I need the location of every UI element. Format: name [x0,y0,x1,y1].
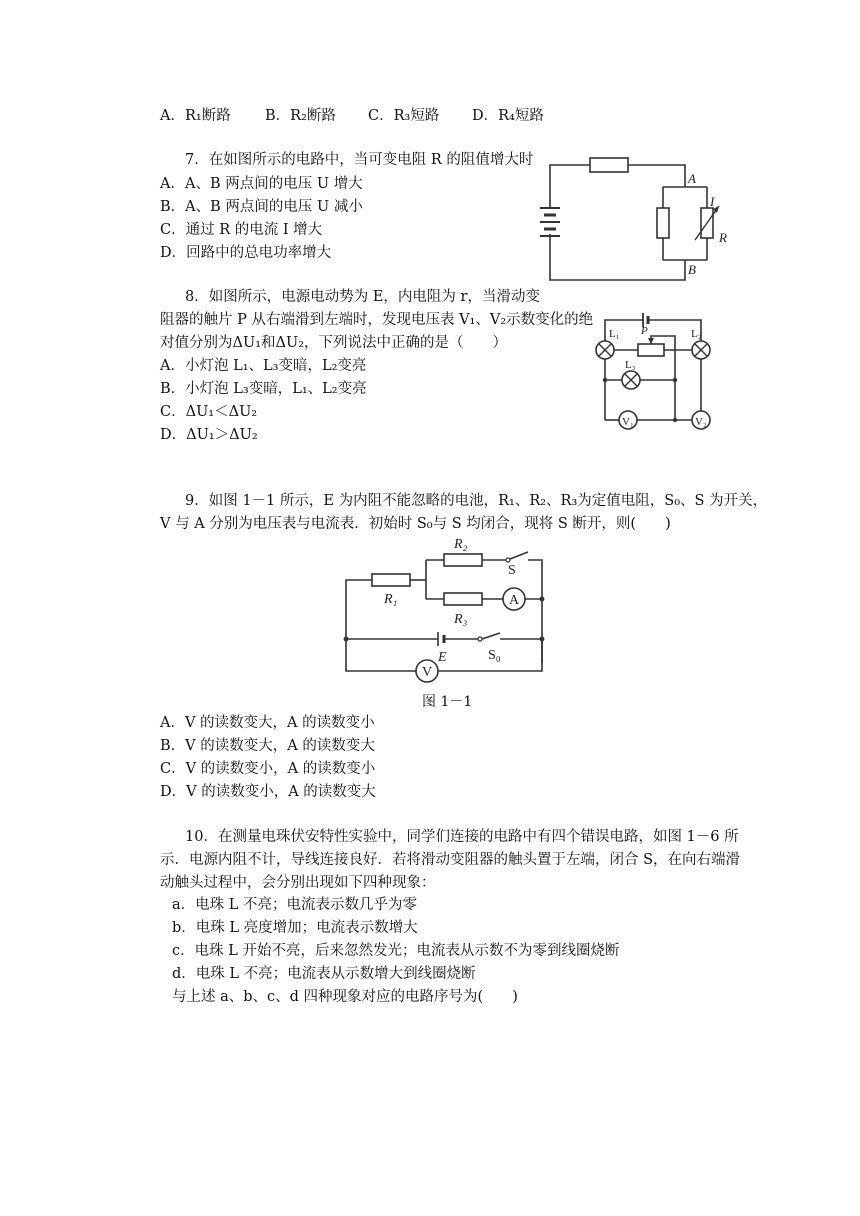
q10-stem-line3: 动触头过程中，会分别出现如下四种现象： [160,875,436,891]
q8-label-p: P [641,325,648,337]
q9-switch-s [510,552,528,559]
q9-stem-line1: 9．如图 1－1 所示，E 为内阻不能忽略的电池，R₁、R₂、R₃为定值电阻，S₀、S 为开关， [185,493,768,509]
q6-option-a: A．R₁断路 [160,108,231,124]
q9-label-r1: R₁ [384,592,398,607]
q7-option-a: A．A、B 两点间的电压 U 增大 [160,176,363,192]
q7-circuit-diagram [535,150,735,285]
q9-label-v: V [422,665,433,680]
q8-voltmeter-v1-icon [619,411,637,429]
q7-stem: 7．在如图所示的电路中，当可变电阻 R 的阻值增大时 [185,152,534,168]
q7-label-b: B [688,262,696,277]
q7-battery-icon [540,208,560,236]
q8-lamp-l3-icon [622,371,640,389]
q8-stem-line2: 阻器的触片 P 从右端滑到左端时，发现电压表 V₁、V₂示数变化的绝 [160,312,594,328]
q9-option-c: C．V 的读数变小，A 的读数变小 [160,761,376,777]
q8-label-v1: V₁ [622,416,634,428]
q9-label-a: A [509,593,520,608]
q9-stem-line2: V 与 A 分别为电压表与电流表．初始时 S₀与 S 均闭合，现将 S 断开，则( ) [160,516,671,532]
q8-lamp-l1-icon [596,341,614,359]
q8-lamp-l2-icon [692,341,710,359]
q9-voltmeter-icon [416,660,438,682]
q10-stem-line1: 10．在测量电珠伏安特性实验中，同学们连接的电路中有四个错误电路，如图 1－6 所 [185,829,739,845]
q9-option-b: B．V 的读数变大，A 的读数变大 [160,738,375,754]
q6-option-d: D．R₄短路 [472,108,544,124]
q7-fixed-resistor [657,208,669,238]
q7-label-a: A [688,171,696,186]
q7-top-resistor [590,158,628,172]
q9-figure-caption: 图 1－1 [422,694,473,710]
q10-item-a: a．电珠 L 不亮；电流表示数几乎为零 [172,897,417,913]
q7-option-b: B．A、B 两点间的电压 U 减小 [160,199,363,215]
q9-switch-s0 [482,633,500,639]
q8-label-l2: L₂ [691,328,702,340]
q9-circuit-diagram [338,533,548,688]
q9-label-s: S [508,563,516,578]
q8-option-c: C．ΔU₁＜ΔU₂ [160,404,258,420]
q8-voltmeter-v2-icon [692,411,710,429]
q8-option-b: B．小灯泡 L₃变暗，L₁、L₂变亮 [160,381,367,397]
q10-stem-line2: 示．电源内阻不计，导线连接良好．若将滑动变阻器的触头置于左端，闭合 S，在向右端滑 [160,852,741,868]
q8-label-v2: V₂ [695,416,707,428]
q7-option-d: D．回路中的总电功率增大 [160,245,332,261]
q6-option-c: C．R₃短路 [368,108,440,124]
q8-circuit-diagram [583,300,723,432]
q7-option-c: C．通过 R 的电流 I 增大 [160,222,323,238]
q8-label-l3: L₃ [625,359,636,371]
q9-option-d: D．V 的读数变小，A 的读数变大 [160,784,376,800]
q10-last-line: 与上述 a、b、c、d 四种现象对应的电路序号为( ) [172,989,518,1005]
q9-resistor-r2 [444,554,482,566]
q8-rheostat [638,344,664,356]
q8-label-l1: L₁ [609,328,620,340]
q8-stem-line1: 8．如图所示，电源电动势为 E，内电阻为 r，当滑动变 [185,289,540,305]
q9-label-s0: S₀ [488,648,501,663]
q9-label-e: E [438,650,447,665]
q10-item-c: c．电珠 L 开始不亮，后来忽然发光；电流表从示数不为零到线圈烧断 [172,943,620,959]
q10-item-d: d．电珠 L 不亮；电流表从示数增大到线圈烧断 [172,966,476,982]
q7-label-i: I [710,194,715,209]
q9-resistor-r3 [444,593,482,605]
q6-option-b: B．R₂断路 [265,108,336,124]
q7-label-r: R [719,230,727,245]
q8-option-d: D．ΔU₁＞ΔU₂ [160,427,258,443]
q9-ammeter-icon [503,588,525,610]
q8-stem-line3: 对值分别为ΔU₁和ΔU₂，下列说法中正确的是（ ） [160,335,508,351]
q9-label-r2: R₂ [454,537,468,552]
q10-item-b: b．电珠 L 亮度增加；电流表示数增大 [172,920,418,936]
q9-label-r3: R₃ [454,612,468,627]
q9-option-a: A．V 的读数变大，A 的读数变小 [160,715,375,731]
q8-option-a: A．小灯泡 L₁、L₃变暗，L₂变亮 [160,358,367,374]
q9-resistor-r1 [372,574,410,586]
